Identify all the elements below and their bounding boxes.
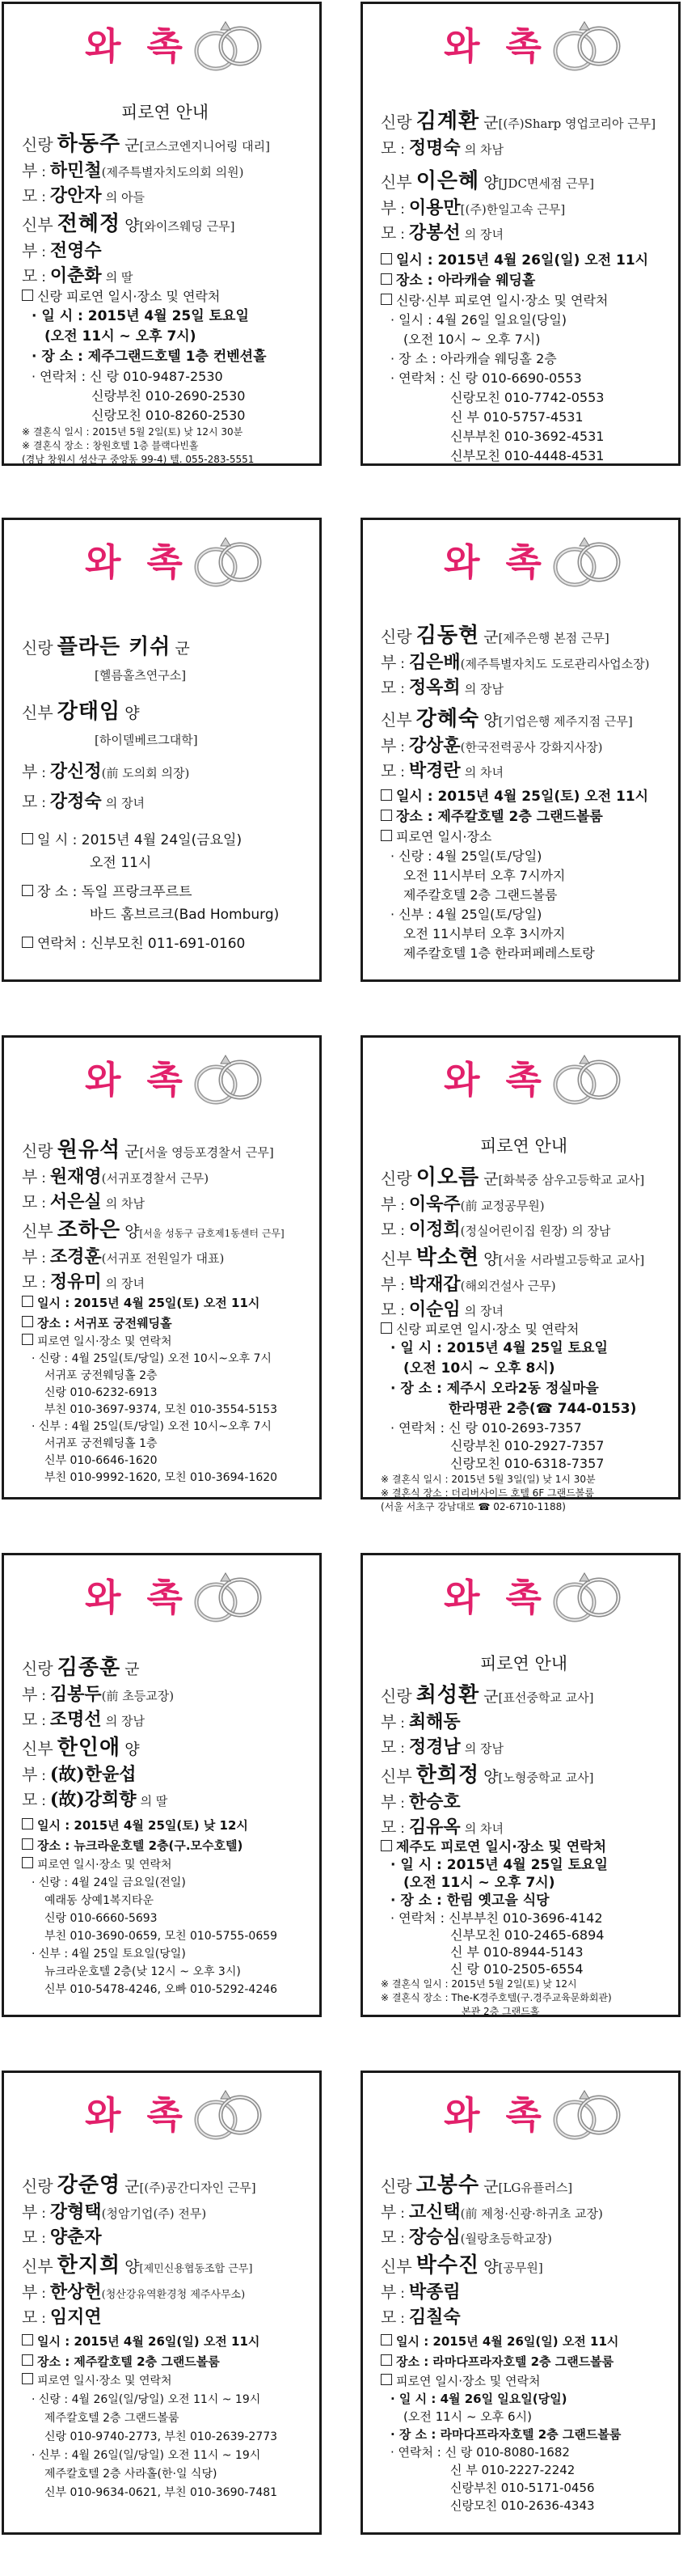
wedding-card: 와 촉 신랑 플라든 키쉬 군 [헬름홀츠연구소] 신부 강태임 양 [하이델베르그대학] 부 : 강신정(前 도의회 의장) 모 : 강정숙 의 장녀 일 시 : 2015년 4월 24일(금요일) 오전 11시 장 소 : 독일 프랑크푸르트 바드 홈브르크(Bad Homburg) 연락처 : 신부모친 011-691-0160 (2, 518, 322, 982)
bride-mother-name: 강정숙 (49, 791, 102, 812)
wedding-rings-icon (192, 530, 266, 593)
ceremony-info: 일시 : 2015년 4월 26일(일) 오전 11시 장소 : 아라캐슬 웨딩홀 신랑·신부 피로연 일시·장소 및 연락처 · 일시 : 4월 26일 일요일(당일) (오전 10시 ~ 오후 7시) · 장 소 : 아라캐슬 웨딩홀 2층 · 연락처 : 신 랑 010-6690-0553 신랑모친 010-7742-0553 신 부 010-5757-4531 신부부친 010-3692-4531 신부모친 010-4448-4531 (381, 251, 667, 466)
bride-name: 박소현 (415, 1246, 480, 1270)
groom-mother-name: 조명선 (49, 1709, 102, 1730)
bride-father-name: 강신정 (49, 761, 102, 782)
wedding-card: 와 촉 신랑 김종훈 군 부 : 김봉두(前 초등교장) 모 : 조명선 의 장남 신부 한인애 양 부 : (故)한윤섭 모 : (故)강희향 의 딸 일시 : 2015년 4월 25일(토) 낮 12시 장소 : 뉴크라운호텔 2층(구.모수호텔) 피로연 일시·장소 및 연락처 · 신랑 : 4월 24일 금요일(전일) 예래동 상예1복지타운 신랑 010-6660-5693 부친 010-3690-0659, 모친 010-5755-0659 · 신부 : 4월 25일 토요일(당일) 뉴크라운호텔 2층(낮 12시 ~ 오후 3시) 신부 010-5478-4246, 오빠 010-5292-4246 (2, 1553, 322, 2017)
wedding-card: 와 촉 피로연 안내 신랑 최성환 군[표선중학교 교사] 부 : 최해동 모 : 정경남 의 장남 신부 한희정 양[노형중학교 교사] 부 : 한승호 모 : 김유옥 의 차녀 제주도 피로연 일시·장소 및 연락처 · 일 시 : 2015년 4월 25일 토요일 (오전 11시 ~ 오후 7시) · 장 소 : 한림 옛고을 식당 · 연락처 : 신부부친 010-3696-4142 신부모친 010-2465-6894 신 부 010-8944-5143 신 랑 010-2505-6554 ※ 결혼식 일시 : 2015년 5월 2일(토) 낮 12시 ※ 결혼식 장소 : The-K경주호텔(구.경주교육문화회관) 본관 2층 그랜드홀 (361, 1553, 681, 2017)
wedding-rings-icon (192, 1047, 266, 1110)
wedding-rings-icon (192, 1565, 266, 1628)
wedding-rings-icon (550, 1565, 625, 1628)
card-title: 와 촉 (444, 540, 548, 584)
card-title: 와 촉 (85, 1576, 189, 1619)
card-title: 와 촉 (85, 1058, 189, 1102)
groom-name: 김종훈 (57, 1656, 121, 1680)
card-title: 와 촉 (444, 1058, 548, 1102)
bride-mother-name: 김유옥 (408, 1817, 461, 1838)
bride-father-name: 강상훈 (408, 735, 461, 756)
groom-mother-name: 정옥희 (408, 677, 461, 698)
ceremony-info: 일시 : 2015년 4월 25일(토) 낮 12시 장소 : 뉴크라운호텔 2층(구.모수호텔) 피로연 일시·장소 및 연락처 · 신랑 : 4월 24일 금요일(전일) 예래동 상예1복지타운 신랑 010-6660-5693 부친 010-3690-0659, 모친 010-5755-0659 · 신부 : 4월 25일 토요일(당일) 뉴크라운호텔 2층(낮 12시 ~ 오후 3시) 신부 010-5478-4246, 오빠 010-5292-4246 (22, 1816, 308, 1999)
card-title: 와 촉 (85, 540, 189, 584)
wedding-card: 와 촉 신랑 고봉수 군[LG유플러스] 부 : 고신택(前 제청·신광·하귀초 교장) 모 : 장승심(월랑초등학교장) 신부 박수진 양[공무원] 부 : 박종림 모 : 김칠숙 일시 : 2015년 4월 26일(일) 오전 11시 장소 : 라마다프라자호텔 2층 그랜드볼룸 피로연 일시·장소 및 연락처 · 일 시 : 4월 26일 일요일(당일) (오전 11시 ~ 오후 6시) · 장 소 : 라마다프라자호텔 2층 그랜드볼룸 · 연락처 : 신 랑 010-8080-1682 신 부 010-2227-2242 신랑부친 010-5171-0456 신랑모친 010-2636-4343 (361, 2071, 681, 2535)
wedding-rings-icon (550, 1047, 625, 1110)
reception-info: 신랑 피로연 일시·장소 및 연락처 · 일 시 : 2015년 4월 25일 토요일 (오전 11시 ~ 오후 7시) · 장 소 : 제주그랜드호텔 1층 컨벤션홀 · 연락처 : 신 랑 010-9487-2530 신랑부친 010-2690-2530 신랑모친 010-8260-2530 (22, 287, 308, 425)
groom-name: 플라든 키쉬 (57, 635, 171, 659)
card-title: 와 촉 (444, 1576, 548, 1619)
ceremony-note: ※ 결혼식 일시 : 2015년 5월 2일(토) 낮 12시 ※ 결혼식 장소 : The-K경주호텔(구.경주교육문화회관) 본관 2층 그랜드홀 (381, 1978, 612, 2017)
reception-heading: 피로연 안내 (120, 103, 209, 122)
card-title: 와 촉 (444, 2093, 548, 2137)
bride-mother-name: 박경란 (408, 760, 461, 781)
ceremony-info: 일시 : 2015년 4월 26일(일) 오전 11시 장소 : 라마다프라자호텔 2층 그랜드볼룸 피로연 일시·장소 및 연락처 · 일 시 : 4월 26일 일요일(당일) (오전 11시 ~ 오후 6시) · 장 소 : 라마다프라자호텔 2층 그랜드볼룸 · 연락처 : 신 랑 010-8080-1682 신 부 010-2227-2242 신랑부친 010-5171-0456 신랑모친 010-2636-4343 (381, 2332, 667, 2515)
bride-mother-name: (故)강희향 (49, 1789, 137, 1810)
bride-mother-name: 김칠숙 (408, 2307, 461, 2328)
wedding-card: 와 촉 신랑 원유석 군[서울 영등포경찰서 근무] 부 : 원재영(서귀포경찰서 근무) 모 : 서은실 의 차남 신부 조하은 양[서울 성동구 금호제1동센터 근무] 부 : 조경훈(서귀포 전원일가 대표) 모 : 정유미 의 장녀 일시 : 2015년 4월 25일(토) 오전 11시 장소 : 서귀포 궁전웨딩홀 피로연 일시·장소 및 연락처 · 신랑 : 4월 25일(토/당일) 오전 10시~오후 7시 서귀포 궁전웨딩홀 2층 신랑 010-6232-6913 부친 010-3697-9374, 모친 010-3554-5153 · 신부 : 4월 25일(토/당일) 오전 10시~오후 7시 서귀포 궁전웨딩홀 1층 신부 010-6646-1620 부친 010-9992-1620, 모친 010-3694-1620 (2, 1035, 322, 1499)
bride-mother-name: 이순임 (408, 1299, 461, 1320)
groom-mother-name: 정경남 (408, 1736, 461, 1758)
bride-mother-name: 임지연 (49, 2307, 102, 2328)
ceremony-info: 일시 : 2015년 4월 25일(토) 오전 11시 장소 : 서귀포 궁전웨딩홀 피로연 일시·장소 및 연락처 · 신랑 : 4월 25일(토/당일) 오전 10시~오후 7시 서귀포 궁전웨딩홀 2층 신랑 010-6232-6913 부친 010-3697-9374, 모친 010-3554-5153 · 신부 : 4월 25일(토/당일) 오전 10시~오후 7시 서귀포 궁전웨딩홀 1층 신부 010-6646-1620 부친 010-9992-1620, 모친 010-3694-1620 (22, 1293, 308, 1487)
groom-name: 하동주 (57, 132, 121, 156)
bride-mother-name: 강봉선 (408, 222, 461, 243)
wedding-card: 와 촉 신랑 김계환 군[(주)Sharp 영업코리아 근무] 모 : 정명숙 의 차남 신부 이은혜 양[JDC면세점 근무] 부 : 이용만[(주)한일고속 근무] 모 : 강봉선 의 장녀 일시 : 2015년 4월 26일(일) 오전 11시 장소 : 아라캐슬 웨딩홀 신랑·신부 피로연 일시·장소 및 연락처 · 일시 : 4월 26일 일요일(당일) (오전 10시 ~ 오후 7시) · 장 소 : 아라캐슬 웨딩홀 2층 · 연락처 : 신 랑 010-6690-0553 신랑모친 010-7742-0553 신 부 010-5757-4531 신부부친 010-3692-4531 신부모친 010-4448-4531 (361, 2, 681, 466)
groom-name: 강준영 (57, 2173, 121, 2197)
groom-mother-name: 서은실 (49, 1191, 102, 1212)
groom-father-name: 김은배 (408, 652, 461, 673)
groom-name: 원유석 (57, 1138, 121, 1162)
groom-father-name: 고신택 (408, 2202, 461, 2223)
groom-father-name: 이욱주 (408, 1194, 461, 1215)
bride-father-name: 전영수 (49, 240, 102, 261)
bride-name: 이은혜 (415, 169, 480, 193)
bride-name: 한지희 (57, 2253, 121, 2278)
reception-heading: 피로연 안내 (479, 1136, 568, 1156)
wedding-rings-icon (550, 2083, 625, 2146)
bride-name: 한희정 (415, 1763, 480, 1787)
bride-name: 박수진 (415, 2253, 480, 2278)
groom-mother-name: 정명숙 (408, 137, 461, 159)
bride-father-name: (故)한윤섭 (49, 1764, 137, 1785)
bride-name: 강혜숙 (415, 707, 480, 731)
bride-name: 전혜정 (57, 212, 121, 236)
reception-info: 신랑 피로연 일시·장소 및 연락처 · 일 시 : 2015년 4월 25일 토요일 (오전 10시 ~ 오후 8시) · 장 소 : 제주시 오라2동 정실마을 한라명관 2층(☎ 744-0153) · 연락처 : 신 랑 010-2693-7357 신랑부친 010-2927-7357 신랑모친 010-6318-7357 (381, 1321, 667, 1473)
bride-father-name: 조경훈 (49, 1246, 102, 1267)
bride-mother-name: 정유미 (49, 1271, 102, 1292)
groom-mother-name: 양춘자 (49, 2227, 102, 2248)
wedding-rings-icon (192, 2083, 266, 2146)
bride-name: 한인애 (57, 1736, 121, 1760)
wedding-rings-icon (550, 530, 625, 593)
wedding-card: 와 촉 신랑 김동현 군[제주은행 본점 근무] 부 : 김은배(제주특별자치도 도로관리사업소장) 모 : 정옥희 의 장남 신부 강혜숙 양[기업은행 제주지점 근무] 부 : 강상훈(한국전력공사 강화지사장) 모 : 박경란 의 차녀 일시 : 2015년 4월 25일(토) 오전 11시 장소 : 제주칼호텔 2층 그랜드볼룸 피로연 일시·장소 · 신랑 : 4월 25일(토/당일) 오전 11시부터 오후 7시까지 제주칼호텔 2층 그랜드볼룸 · 신부 : 4월 25일(토/당일) 오전 11시부터 오후 3시까지 제주칼호텔 1층 한라퍼페레스토랑 (361, 518, 681, 982)
wedding-card: 와 촉 피로연 안내 신랑 이오름 군[화북중 삼우고등학교 교사] 부 : 이욱주(前 교정공무원) 모 : 이정희(정실어린이집 원장) 의 장남 신부 박소현 양[서울 서라벌고등학교 교사] 부 : 박재갑(해외건설사 근무) 모 : 이순임 의 장녀 신랑 피로연 일시·장소 및 연락처 · 일 시 : 2015년 4월 25일 토요일 (오전 10시 ~ 오후 8시) · 장 소 : 제주시 오라2동 정실마을 한라명관 2층(☎ 744-0153) · 연락처 : 신 랑 010-2693-7357 신랑부친 010-2927-7357 신랑모친 010-6318-7357 ※ 결혼식 일시 : 2015년 5월 3일(일) 낮 1시 30분 ※ 결혼식 장소 : 더리버사이드 호텔 6F 그랜드볼룸 (서울 서초구 강남대로 ☎ 02-6710-1188) (361, 1035, 681, 1499)
wedding-rings-icon (192, 14, 266, 77)
bride-father-name: 박종림 (408, 2282, 461, 2303)
wedding-card: 와 촉 신랑 강준영 군[(주)공간디자인 근무] 부 : 강형택(청암기업(주) 전무) 모 : 양춘자 신부 한지희 양[제민신용협동조합 근무] 부 : 한상헌(청산강유역환경청 제주사무소) 모 : 임지연 일시 : 2015년 4월 26일(일) 오전 11시 장소 : 제주칼호텔 2층 그랜드볼룸 피로연 일시·장소 및 연락처 · 신랑 : 4월 26일(일/당일) 오전 11시 ~ 19시 제주칼호텔 2층 그랜드볼룸 신랑 010-9740-2773, 부친 010-2639-2773 · 신부 : 4월 26일(일/당일) 오전 11시 ~ 19시 제주칼호텔 2층 사라홀(한·일 식당) 신부 010-9634-0621, 부친 010-3690-7481 (2, 2071, 322, 2535)
ceremony-note: ※ 결혼식 일시 : 2015년 5월 3일(일) 낮 1시 30분 ※ 결혼식 장소 : 더리버사이드 호텔 6F 그랜드볼룸 (서울 서초구 강남대로 ☎ 02-6710-1188) (381, 1474, 596, 1512)
bride-father-name: 한상헌 (49, 2282, 102, 2303)
ceremony-info: 일 시 : 2015년 4월 24일(금요일) 오전 11시 장 소 : 독일 프랑크푸르트 바드 홈브르크(Bad Homburg) 연락처 : 신부모친 011-691-0160 (22, 829, 308, 955)
groom-name: 이오름 (415, 1165, 480, 1190)
ceremony-info: 일시 : 2015년 4월 25일(토) 오전 11시 장소 : 제주칼호텔 2층 그랜드볼룸 피로연 일시·장소 · 신랑 : 4월 25일(토/당일) 오전 11시부터 오후 7시까지 제주칼호텔 2층 그랜드볼룸 · 신부 : 4월 25일(토/당일) 오전 11시부터 오후 3시까지 제주칼호텔 1층 한라퍼페레스토랑 (381, 787, 667, 963)
bride-name: 강태임 (57, 700, 121, 724)
groom-name: 김계환 (415, 109, 480, 133)
bride-father-name: 한승호 (408, 1791, 461, 1813)
wedding-rings-icon (550, 14, 625, 77)
ceremony-note: ※ 결혼식 일시 : 2015년 5월 2일(토) 낮 12시 30분 ※ 결혼식 장소 : 창원호텔 1층 블랙다빈홀 (경남 창원시 성산구 중앙동 99-4) 텔. 055-283-5551 (22, 426, 255, 465)
groom-father-name: 하민철 (49, 160, 102, 181)
bride-mother-name: 이춘화 (49, 265, 102, 286)
groom-name: 김동현 (415, 624, 480, 648)
groom-mother-name: 이정희 (408, 1219, 461, 1240)
card-title: 와 촉 (85, 24, 189, 68)
reception-info: 제주도 피로연 일시·장소 및 연락처 · 일 시 : 2015년 4월 25일 토요일 (오전 11시 ~ 오후 7시) · 장 소 : 한림 옛고을 식당 · 연락처 : 신부부친 010-3696-4142 신부모친 010-2465-6894 신 부 010-8944-5143 신 랑 010-2505-6554 (381, 1838, 667, 1977)
groom-father-name: 김봉두 (49, 1684, 102, 1705)
ceremony-info: 일시 : 2015년 4월 26일(일) 오전 11시 장소 : 제주칼호텔 2층 그랜드볼룸 피로연 일시·장소 및 연락처 · 신랑 : 4월 26일(일/당일) 오전 11시 ~ 19시 제주칼호텔 2층 그랜드볼룸 신랑 010-9740-2773, 부친 010-2639-2773 · 신부 : 4월 26일(일/당일) 오전 11시 ~ 19시 제주칼호텔 2층 사라홀(한·일 식당) 신부 010-9634-0621, 부친 010-3690-7481 (22, 2332, 308, 2502)
groom-father-name: 강형택 (49, 2202, 102, 2223)
bride-father-name: 박재갑 (408, 1274, 461, 1295)
card-title: 와 촉 (85, 2093, 189, 2137)
bride-father-name: 이용만 (408, 197, 461, 218)
groom-name: 최성환 (415, 1683, 480, 1707)
bride-name: 조하은 (57, 1218, 121, 1242)
groom-father-name: 원재영 (49, 1166, 102, 1187)
groom-mother-name: 장승심 (408, 2227, 461, 2248)
card-title: 와 촉 (444, 24, 548, 68)
groom-mother-name: 강안자 (49, 185, 102, 206)
groom-father-name: 최해동 (408, 1711, 461, 1732)
reception-heading: 피로연 안내 (479, 1654, 568, 1673)
groom-name: 고봉수 (415, 2173, 480, 2197)
wedding-card: 와 촉 피로연 안내 신랑 하동주 군[코스코엔지니어링 대리] 부 : 하민철(제주특별자치도의회 의원) 모 : 강안자 의 아들 신부 전혜정 양[와이즈웨딩 근무] 부 : 전영수 모 : 이춘화 의 딸 신랑 피로연 일시·장소 및 연락처 · 일 시 : 2015년 4월 25일 토요일 (오전 11시 ~ 오후 7시) · 장 소 : 제주그랜드호텔 1층 컨벤션홀 · 연락처 : 신 랑 010-9487-2530 신랑부친 010-2690-2530 신랑모친 010-8260-2530 ※ 결혼식 일시 : 2015년 5월 2일(토) 낮 12시 30분 ※ 결혼식 장소 : 창원호텔 1층 블랙다빈홀 (경남 창원시 성산구 중앙동 99-4) 텔. 055-283-5551 (2, 2, 322, 466)
